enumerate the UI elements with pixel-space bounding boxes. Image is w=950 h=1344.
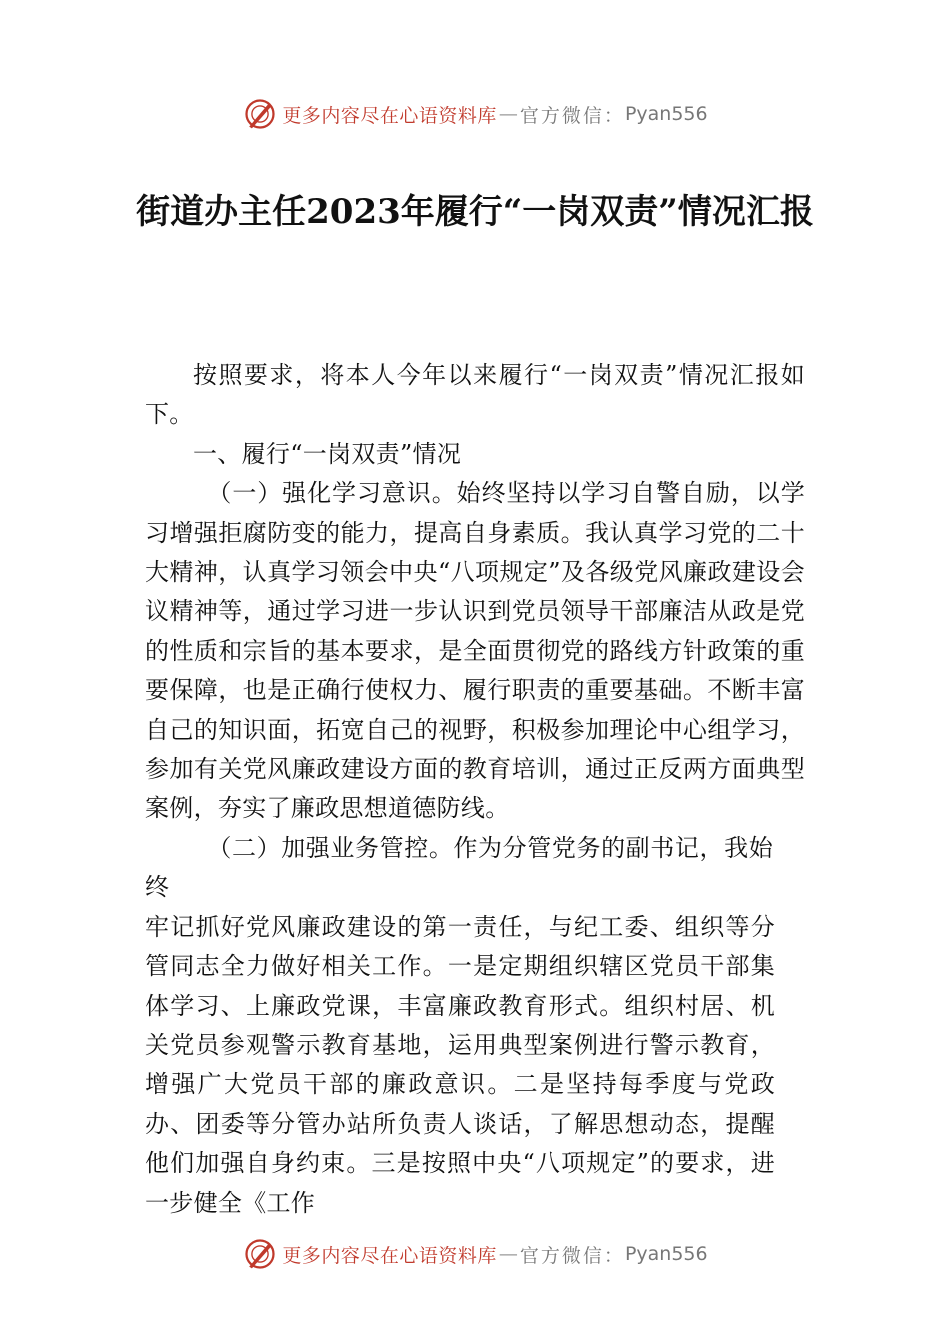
watermark-dash: — — [498, 103, 518, 125]
paragraph-2-first-line: （二）加强业务管控。作为分管党务的副书记，我始终 — [145, 833, 773, 902]
footer-watermark — [0, 1236, 950, 1272]
watermark-id: Pyan556 — [624, 103, 708, 125]
watermark-label: 官方微信： — [519, 104, 625, 127]
pen-circle-icon — [242, 1236, 278, 1272]
intro-paragraph: 按照要求，将本人今年以来履行“一岗双责”情况汇报如下。 — [145, 361, 805, 429]
paragraph-2-body: 牢记抓好党风廉政建设的第一责任，与纪工委、组织等分管同志全力做好相关工作。一是定期组织辖区党员干部集体学习、上廉政党课，丰富廉政教育形式。组织村居、机关党员参观警示教育基地，运用典型案例进行警示教育，增强广大党员干部的廉政意识。二是坚持每季度与党政办、团委等分管办站所负责人谈话，了解思想动态，提醒他们加强自身约束。三是按照中央“八项规定”的要求，进一步健全《工作 — [145, 912, 775, 1217]
watermark-id: Pyan556 — [624, 1243, 708, 1265]
header-watermark — [0, 96, 950, 132]
watermark-dash: — — [498, 1243, 518, 1265]
document-body — [145, 356, 805, 1223]
watermark-main-text: 更多内容尽在心语资料库 — [282, 104, 497, 127]
document-title: 街道办主任2023年履行“一岗双责”情况汇报 — [136, 192, 814, 232]
pen-circle-icon — [242, 96, 278, 132]
watermark-label: 官方微信： — [519, 1244, 625, 1267]
section-heading-1: 一、履行“一岗双责”情况 — [193, 439, 462, 468]
watermark-main-text: 更多内容尽在心语资料库 — [282, 1244, 497, 1267]
paragraph-1: （一）强化学习意识。始终坚持以学习自警自励，以学习增强拒腐防变的能力，提高自身素质。我认真学习党的二十大精神，认真学习领会中央“八项规定”及各级党风廉政建设会议精神等，通过学习进一步认识到党员领导干部廉洁从政是党的性质和宗旨的基本要求，是全面贯彻党的路线方针政策的重要保障，也是正确行使权力、履行职责的重要基础。不断丰富自己的知识面，拓宽自己的视野，积极参加理论中心组学习，参加有关党风廉政建设方面的教育培训，通过正反两方面典型案例，夯实了廉政思想道德防线。 — [145, 479, 805, 823]
